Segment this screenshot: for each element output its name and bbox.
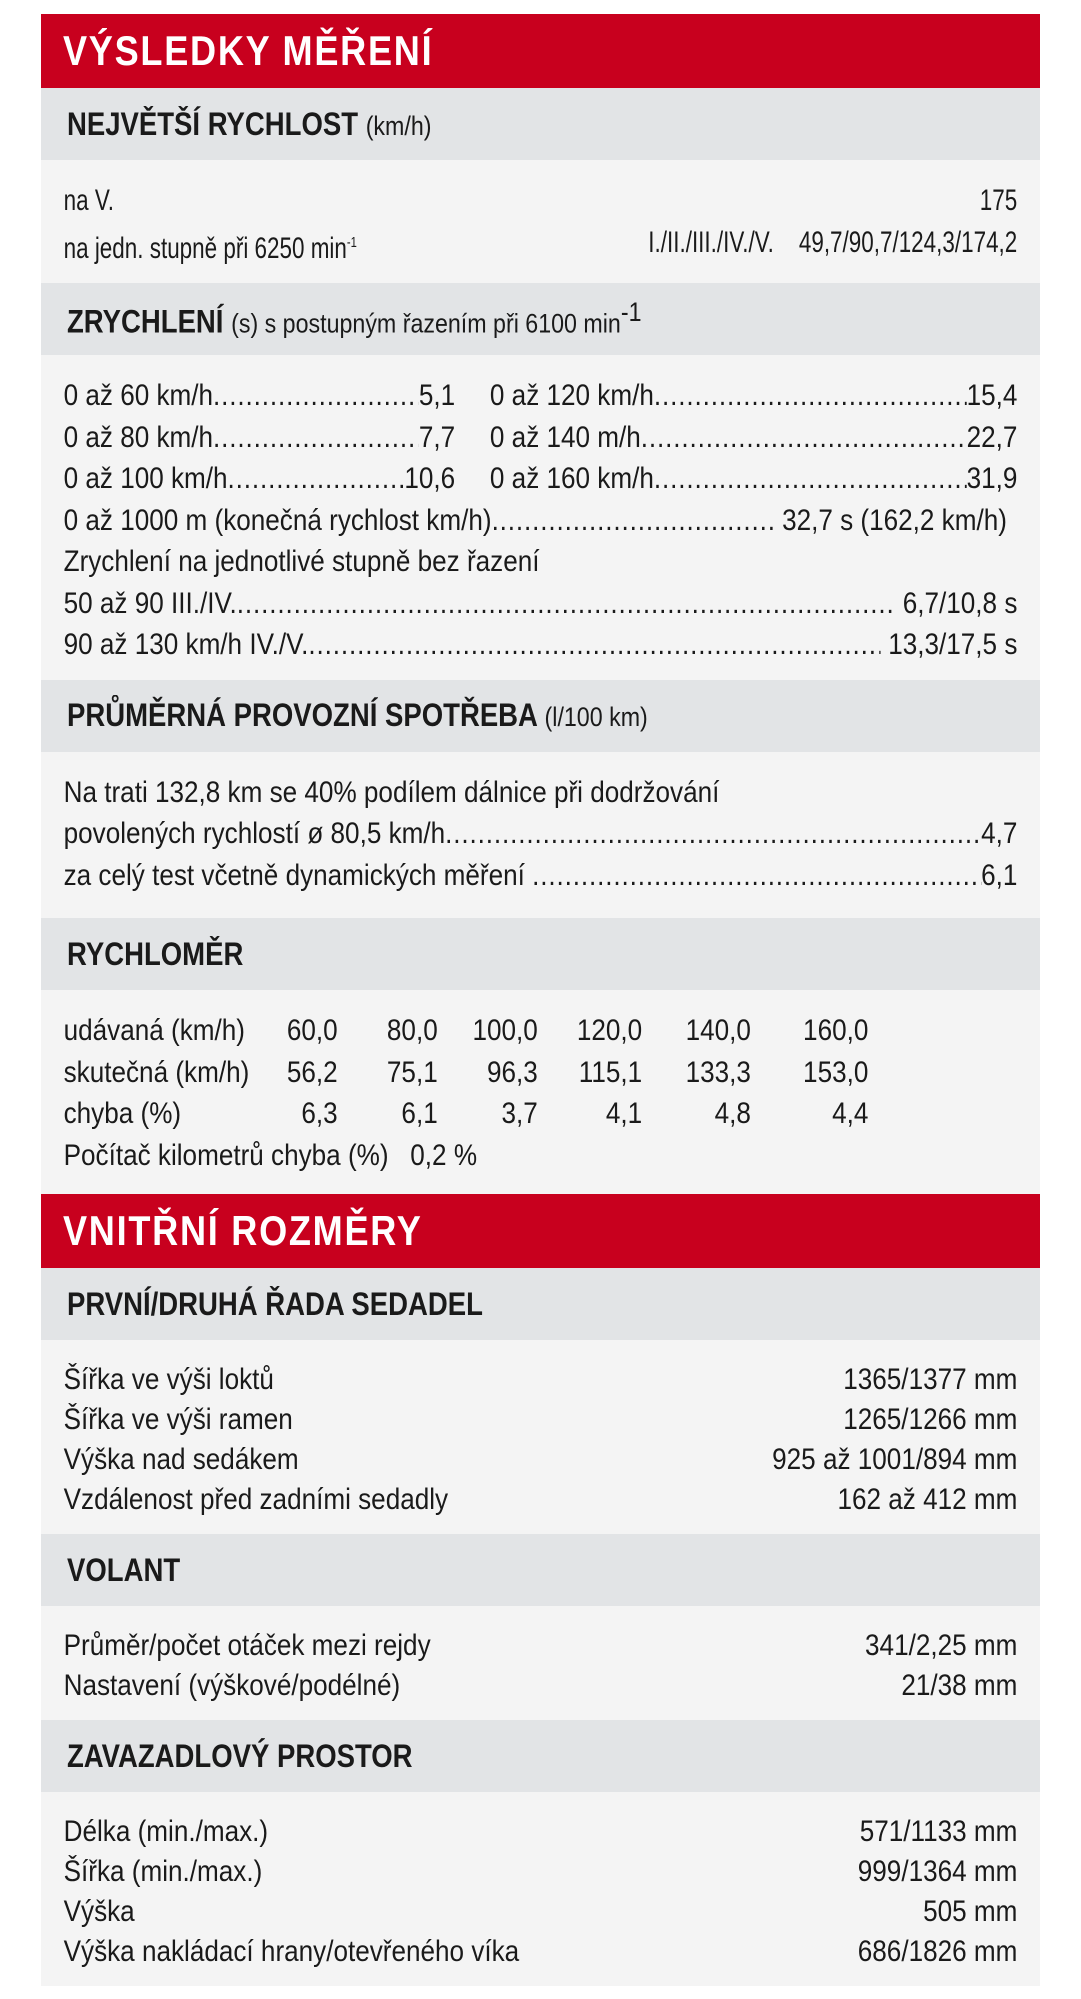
speedo-cell: 4,1 (605, 1097, 643, 1130)
speedo-cell: 120,0 (576, 1014, 643, 1047)
consumption-header (41, 680, 1040, 752)
consumption-line3-label: za celý test včetně dynamických měření (63, 858, 525, 892)
seats-label: Šířka ve výši loktů (63, 1363, 274, 1396)
seats-row (64, 1360, 1018, 1400)
trunk-row (64, 1892, 1018, 1932)
steering-title: VOLANT (67, 1551, 181, 1588)
accel-right-label: 0 až 160 km/h (489, 462, 654, 495)
accel-right-value: 15,4 (966, 379, 1018, 412)
steering-label: Nastavení (výškové/podélné) (63, 1669, 401, 1702)
acceleration-subtitle: (s) s postupným řazením při 6100 min (231, 308, 621, 339)
trunk-label: Výška (63, 1895, 135, 1928)
trunk-value: 686/1826 mm (857, 1935, 1018, 1968)
top-speed-header (41, 88, 1040, 160)
acceleration-subtitle-sup: -1 (620, 297, 642, 328)
speedo-row-label: skutečná (km/h) (63, 1055, 250, 1089)
acceleration-row (64, 417, 1018, 459)
top-speed-row2-sup: -1 (346, 233, 357, 251)
speedo-cell: 100,0 (472, 1014, 538, 1047)
speedo-row-label: chyba (%) (63, 1097, 182, 1130)
top-speed-row1-label: na V. (63, 184, 114, 217)
accel-gear1-label: 50 až 90 III./IV. (63, 586, 237, 620)
trunk-label: Šířka (min./max.) (63, 1855, 263, 1888)
accel-left-value: 5,1 (418, 379, 456, 412)
seats-label: Šířka ve výši ramen (63, 1403, 293, 1436)
top-speed-title: NEJVĚTŠÍ RYCHLOST (67, 105, 359, 142)
accel-km-label: 0 až 1000 m (konečná rychlost km/h) (63, 503, 492, 537)
trunk-row (64, 1852, 1018, 1892)
trunk-label: Délka (min./max.) (63, 1815, 269, 1848)
seats-label: Výška nad sedákem (63, 1443, 299, 1476)
results-banner (41, 14, 1040, 88)
speedo-cell: 4,4 (832, 1097, 869, 1130)
accel-left-value: 7,7 (418, 420, 456, 454)
consumption-line3-value: 6,1 (981, 858, 1018, 892)
seats-label: Vzdálenost před zadními sedadly (63, 1483, 449, 1516)
accel-gear1-value: 6,7/10,8 s (902, 586, 1018, 620)
accel-left-label: 0 až 80 km/h (63, 420, 214, 454)
speedometer-body (41, 990, 1040, 1194)
trunk-header (41, 1720, 1040, 1792)
accel-right-label: 0 až 140 m/h (489, 420, 641, 454)
seats-value: 1265/1266 mm (843, 1403, 1018, 1436)
top-speed-body (41, 160, 1040, 283)
seats-row (64, 1400, 1018, 1440)
seats-title: PRVNÍ/DRUHÁ ŘADA SEDADEL (67, 1285, 483, 1322)
interior-banner (41, 1194, 1040, 1268)
accel-right-value: 31,9 (966, 462, 1018, 495)
consumption-title: PRŮMĚRNÁ PROVOZNÍ SPOTŘEBA (67, 697, 537, 733)
trunk-title: ZAVAZADLOVÝ PROSTOR (67, 1737, 413, 1774)
accel-gear2-label: 90 až 130 km/h IV./V. (63, 628, 309, 661)
steering-row (64, 1626, 1018, 1666)
speedo-cell: 140,0 (685, 1014, 751, 1047)
consumption-line2-label: povolených rychlostí ø 80,5 km/h (63, 817, 446, 850)
speedo-cell: 56,2 (286, 1055, 338, 1089)
steering-value: 341/2,25 mm (865, 1629, 1018, 1662)
top-speed-row2-label: na jedn. stupně při 6250 min (63, 231, 347, 265)
speedo-cell: 4,8 (714, 1097, 751, 1130)
seats-value: 925 až 1001/894 mm (772, 1443, 1018, 1476)
accel-left-value: 10,6 (404, 462, 456, 495)
top-speed-row1-value: 175 (979, 184, 1018, 217)
speedo-cell: 80,0 (386, 1014, 438, 1047)
accel-gear2-value: 13,3/17,5 s (888, 628, 1018, 661)
consumption-line2-value: 4,7 (981, 817, 1018, 850)
accel-left-label: 0 až 60 km/h (63, 379, 214, 412)
speedo-cell: 6,1 (401, 1097, 438, 1130)
acceleration-row (64, 458, 1018, 500)
seats-value: 1365/1377 mm (843, 1363, 1018, 1396)
seats-value: 162 až 412 mm (837, 1483, 1018, 1516)
speedometer-table (64, 1010, 1018, 1135)
speedo-cell: 115,1 (578, 1055, 643, 1089)
steering-label: Průměr/počet otáček mezi rejdy (63, 1629, 431, 1662)
accel-km-value: 32,7 s (162,2 km/h) (782, 503, 1007, 537)
seats-row (64, 1480, 1018, 1520)
consumption-unit: (l/100 km) (544, 702, 648, 732)
interior-title: VNITŘNÍ ROZMĚRY (63, 1207, 423, 1254)
trunk-label: Výška nakládací hrany/otevřeného víka (63, 1935, 520, 1968)
acceleration-body (41, 355, 1040, 680)
trunk-body (41, 1792, 1040, 1986)
speedo-cell: 153,0 (803, 1055, 869, 1089)
steering-body (41, 1606, 1040, 1720)
speedo-cell: 75,1 (386, 1055, 438, 1089)
trunk-row (64, 1932, 1018, 1972)
top-speed-row2-value: 49,7/90,7/124,3/174,2 (798, 225, 1018, 259)
trunk-value: 505 mm (923, 1895, 1018, 1928)
seats-header (41, 1268, 1040, 1340)
speedo-cell: 3,7 (501, 1097, 538, 1130)
consumption-body (41, 752, 1040, 919)
steering-header (41, 1534, 1040, 1606)
accel-right-value: 22,7 (966, 420, 1018, 454)
speedo-cell: 6,3 (301, 1097, 338, 1130)
speedometer-title: RYCHLOMĚR (67, 935, 244, 972)
results-title: VÝSLEDKY MĚŘENÍ (63, 27, 434, 74)
top-speed-unit: (km/h) (365, 110, 432, 141)
accel-right-label: 0 až 120 km/h (489, 379, 654, 412)
seats-body (41, 1340, 1040, 1534)
speedo-row-label: udávaná (km/h) (63, 1014, 245, 1047)
acceleration-header (41, 283, 1040, 355)
speedometer-header (41, 918, 1040, 990)
trunk-value: 999/1364 mm (857, 1855, 1018, 1888)
accel-gear-note: Zrychlení na jednotlivé stupně bez řazení (63, 545, 540, 578)
seats-row (64, 1440, 1018, 1480)
speedo-cell: 96,3 (486, 1055, 538, 1089)
speedo-cell: 60,0 (286, 1014, 338, 1047)
top-speed-row2-gears: I./II./III./IV./V. (648, 225, 774, 259)
acceleration-row (64, 375, 1018, 417)
spec-card (41, 14, 1040, 1986)
speedo-cell: 133,3 (685, 1055, 751, 1089)
trunk-row (64, 1812, 1018, 1852)
steering-row (64, 1666, 1018, 1706)
speedo-cell: 160,0 (803, 1014, 869, 1047)
speedo-odometer: Počítač kilometrů chyba (%) 0,2 % (63, 1138, 478, 1172)
acceleration-title: ZRYCHLENÍ (67, 303, 224, 340)
consumption-line1: Na trati 132,8 km se 40% podílem dálnice při dodržování (63, 775, 720, 809)
steering-value: 21/38 mm (901, 1669, 1018, 1702)
accel-left-label: 0 až 100 km/h (63, 462, 228, 495)
trunk-value: 571/1133 mm (859, 1815, 1018, 1848)
